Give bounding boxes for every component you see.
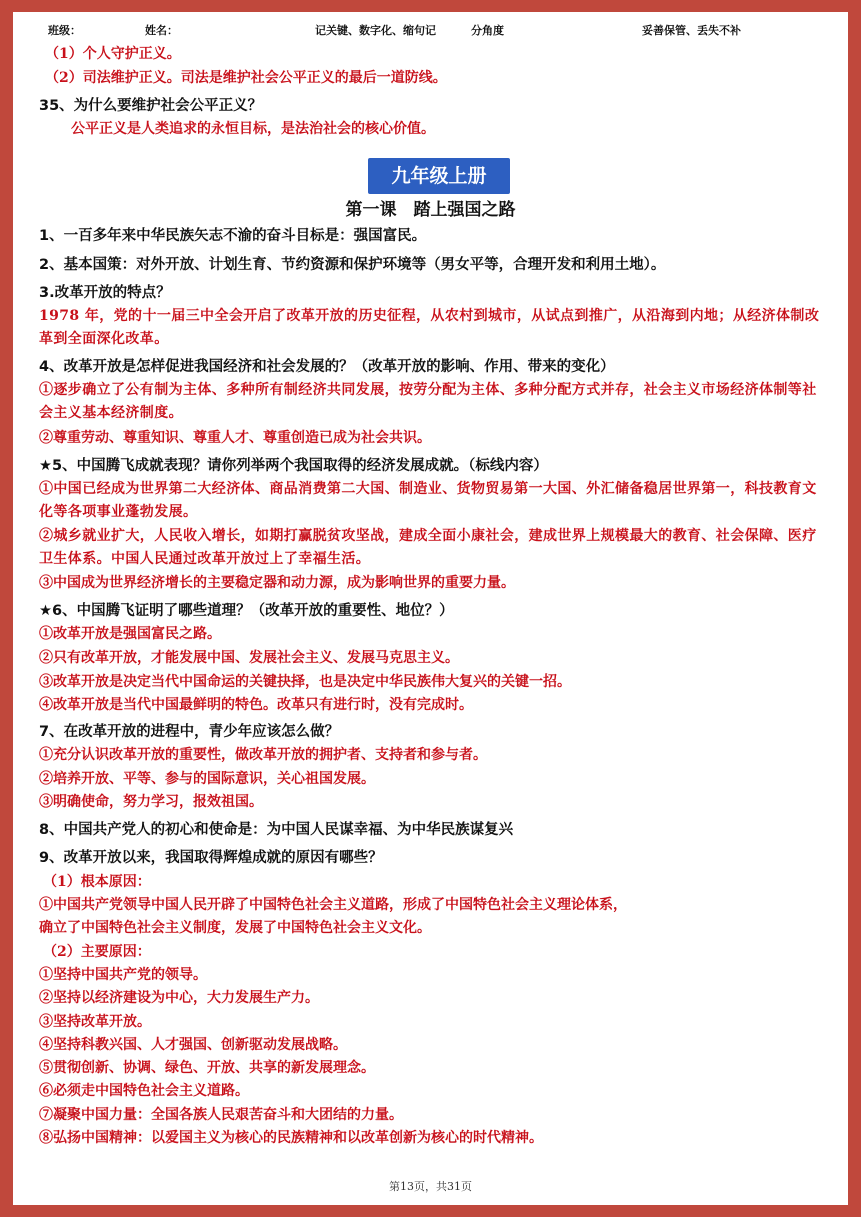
answer-7-2: ②培养开放、平等、参与的国际意识，关心祖国发展。: [39, 771, 375, 787]
answer-6-2: ②只有改革开放，才能发展中国、发展社会主义、发展马克思主义。: [39, 650, 459, 666]
answer-4-1: ①逐步确立了公有制为主体、多种所有制经济共同发展，按劳分配为主体、多种分配方式并存，社会主义市场经济体制等社会主义基本经济制度。: [39, 382, 817, 421]
answer-6-4: ④改革开放是当代中国最鲜明的特色。改革只有进行时，没有完成时。: [39, 697, 473, 713]
answer-4-2: ②尊重劳动、尊重知识、尊重人才、尊重创造已成为社会共识。: [39, 430, 431, 446]
answer-9-root-1: ①中国共产党领导中国人民开辟了中国特色社会主义道路，形成了中国特色社会主义理论体系，: [39, 897, 627, 913]
answer-line: （1）个人守护正义。: [45, 46, 181, 62]
question-4: 4、改革开放是怎样促进我国经济和社会发展的？（改革开放的影响、作用、带来的变化）: [39, 359, 615, 375]
lesson-title: 第一课 踏上强国之路: [345, 200, 516, 220]
question-9: 9、改革开放以来，我国取得辉煌成就的原因有哪些？: [39, 850, 383, 866]
answer-5-2: ②城乡就业扩大，人民收入增长，如期打赢脱贫攻坚战，建成全面小康社会，建成世界上规模最大的教育、社会保障、医疗卫生体系。中国人民通过改革开放过上了幸福生活。: [39, 528, 817, 567]
answer-7-3: ③明确使命，努力学习，报效祖国。: [39, 794, 263, 810]
answer-9-heading-1: （1）根本原因：: [43, 874, 151, 890]
question-7: 7、在改革开放的进程中，青少年应该怎么做？: [39, 724, 340, 740]
grade-title: 九年级上册: [368, 158, 510, 194]
question-1: 1、一百多年来中华民族矢志不渝的奋斗目标是：强国富民。: [39, 228, 427, 244]
question-8: 8、中国共产党人的初心和使命是：为中国人民谋幸福、为中华民族谋复兴: [39, 822, 514, 838]
answer-9-main-3: ③坚持改革开放。: [39, 1014, 151, 1030]
answer-7-1: ①充分认识改革开放的重要性，做改革开放的拥护者、支持者和参与者。: [39, 747, 487, 763]
answer-line: （2）司法维护正义。司法是维护社会公平正义的最后一道防线。: [45, 70, 447, 86]
answer-9-main-6: ⑥必须走中国特色社会主义道路。: [39, 1083, 249, 1099]
answer-9-main-4: ④坚持科教兴国、人才强国、创新驱动发展战略。: [39, 1037, 347, 1053]
question-6: ★6、中国腾飞证明了哪些道理？（改革开放的重要性、地位？）: [39, 603, 454, 619]
keep-note: 妥善保管、丢失不补: [642, 24, 741, 37]
answer-9-root-2: 确立了中国特色社会主义制度，发展了中国特色社会主义文化。: [39, 920, 431, 936]
answer-5-1: ①中国已经成为世界第二大经济体、商品消费第二大国、制造业、货物贸易第一大国、外汇储备稳居世界第一，科技教育文化等各项事业蓬勃发展。: [39, 481, 817, 520]
answer-6-3: ③改革开放是决定当代中国命运的关键抉择，也是决定中华民族伟大复兴的关键一招。: [39, 674, 571, 690]
answer-35: 公平正义是人类追求的永恒目标，是法治社会的核心价值。: [71, 121, 435, 137]
answer-6-1: ①改革开放是强国富民之路。: [39, 626, 221, 642]
answer-9-main-8: ⑧弘扬中国精神：以爱国主义为核心的民族精神和以改革创新为核心的时代精神。: [39, 1130, 543, 1146]
answer-9-heading-2: （2）主要原因：: [43, 944, 151, 960]
class-label: 班级：: [48, 24, 81, 37]
name-label: 姓名：: [145, 24, 178, 37]
answer-9-main-5: ⑤贯彻创新、协调、绿色、开放、共享的新发展理念。: [39, 1060, 375, 1076]
answer-9-main-7: ⑦凝聚中国力量：全国各族人民艰苦奋斗和大团结的力量。: [39, 1107, 403, 1123]
answer-9-main-2: ②坚持以经济建设为中心，大力发展生产力。: [39, 990, 319, 1006]
method-note: 记关键、数字化、缩句记: [315, 24, 436, 37]
question-2: 2、基本国策：对外开放、计划生育、节约资源和保护环境等（男女平等，合理开发和利用土地）。: [39, 257, 666, 273]
question-35: 35、为什么要维护社会公平正义？: [39, 98, 263, 114]
question-3: 3.改革开放的特点？: [39, 285, 171, 301]
answer-9-main-1: ①坚持中国共产党的领导。: [39, 967, 207, 983]
question-5: ★5、中国腾飞成就表现？请你列举两个我国取得的经济发展成就。（标线内容）: [39, 458, 548, 474]
answer-3: 1978 年，党的十一届三中全会开启了改革开放的历史征程，从农村到城市，从试点到推广，从沿海到内地；从经济体制改革到全面深化改革。: [39, 308, 820, 347]
document-page: [13, 12, 848, 1205]
scoring-note: 分角度: [471, 24, 504, 37]
page-number: 第13页，共31页: [389, 1180, 472, 1193]
answer-5-3: ③中国成为世界经济增长的主要稳定器和动力源，成为影响世界的重要力量。: [39, 575, 515, 591]
